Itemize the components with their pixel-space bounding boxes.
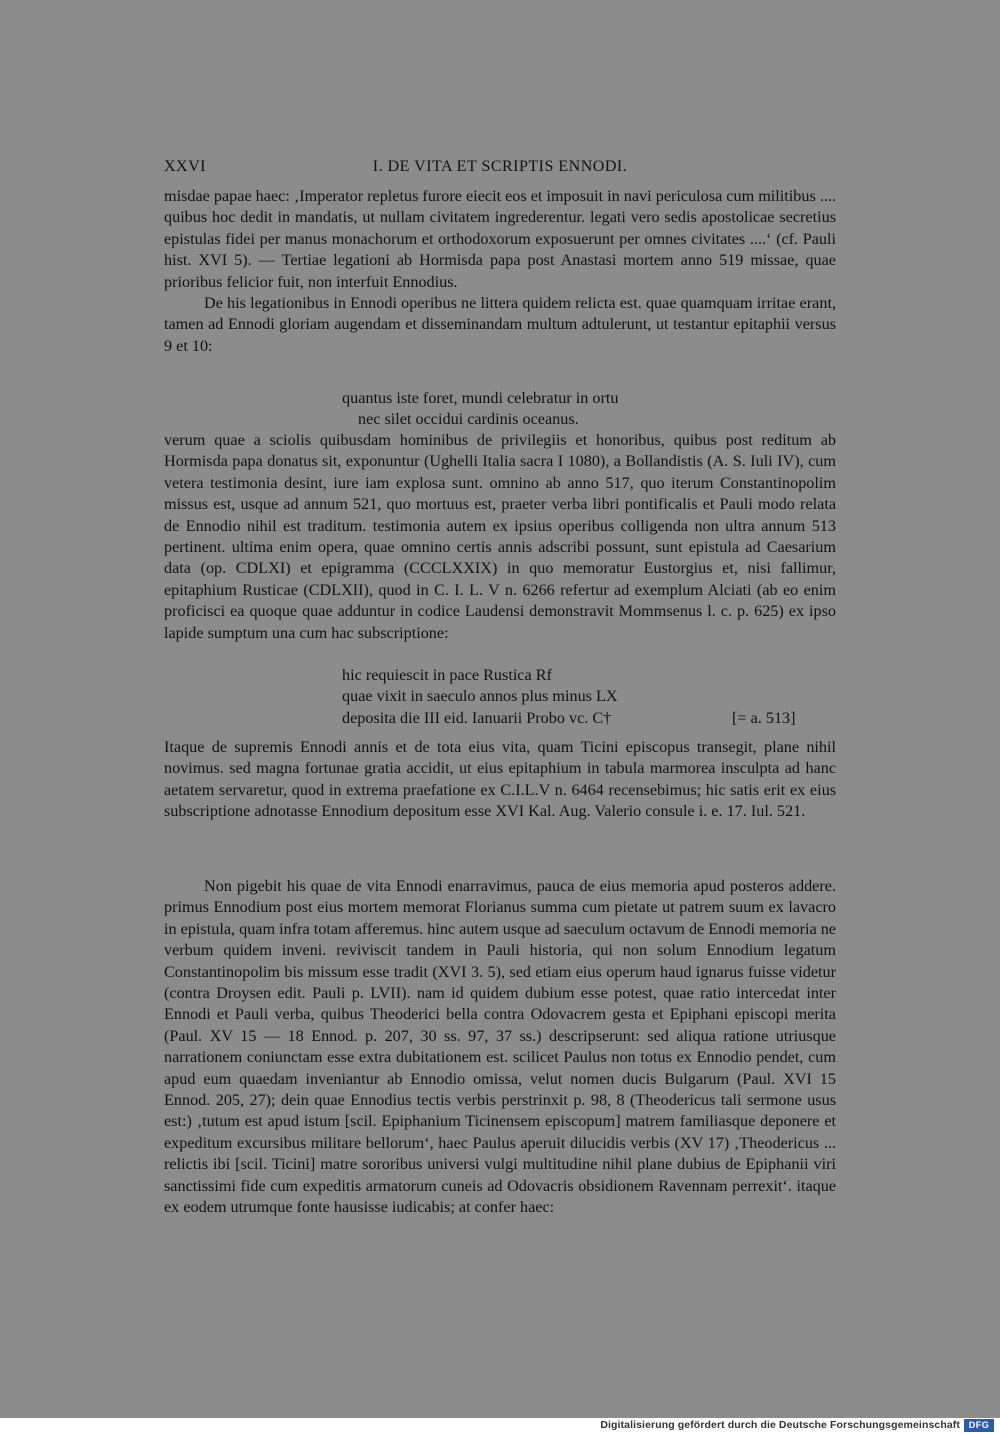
verse-line: quantus iste foret, mundi celebratur in ortu <box>342 389 619 407</box>
inscription-line <box>342 708 812 729</box>
inscription-line: quae vixit in saeculo annos plus minus LX <box>342 687 618 706</box>
page-number: XXVI <box>164 158 206 175</box>
inscription-text: deposita die III eid. Ianuarii Probo vc. C† <box>342 708 612 727</box>
text-block-memoria <box>164 876 836 1219</box>
inscription-quote <box>342 665 812 729</box>
verse-line: nec silet occidui cardinis oceanus. <box>358 410 579 429</box>
date-note: [= a. 513] <box>732 708 796 727</box>
text-block-legations <box>164 186 836 357</box>
text-block-supremi-anni <box>164 737 836 823</box>
paragraph: verum quae a sciolis quibusdam hominibus de privilegiis et honoribus, quibus post reditum ab Hormisda papa donatus sit, exponuntur (Ughelli Italia sacra I 1080), a Bollandistis (A. S. Iuli IV), cum vetera testimonia desint, iure iam explosa sunt. omnino ab anno 517, quo iterum Constantinopolim missus est, usque ad annum 521, quo mortuus est, praeter verba libri pontificalis et Pauli modo relata de Ennodio nihil est traditum. testimonia autem ex ipsius operibus colligenda non ultra annum 513 pertinent. ultima enim opera, quae omnino certis annis adscribi possunt, sunt epistula ad Caesarium data (op. CDLXI) et epigramma (CCCLXXIX) in quo memoratur Eustorgius et, nisi fallimur, epitaphium Rusticae (CDLXII), quod in C. I. L. V n. 6266 refertur ad exemplum Alciati (ab eo enim proficisci ea quoque quae adduntur in codice Laudensi demonstravit Mommsenus l. c. p. 625) ex ipso lapide sumptum una cum hac subscriptione: <box>164 431 836 642</box>
running-header <box>164 158 836 180</box>
funding-credit: Digitalisierung gefördert durch die Deutsche Forschungsgemeinschaft <box>600 1419 960 1431</box>
footer-bar <box>0 1418 1000 1434</box>
epitaph-verse-quote <box>342 388 618 431</box>
dfg-logo-icon: DFG <box>964 1419 994 1432</box>
header-title: I. DE VITA ET SCRIPTIS ENNODI. <box>372 158 628 175</box>
paragraph: De his legationibus in Ennodi operibus ne littera quidem relicta est. quae quamquam irritae erant, tamen ad Ennodi gloriam augendam et disseminandam multum adtulerunt, ut testantur epitaphii versus 9 et 10: <box>164 294 836 355</box>
paragraph: misdae papae haec: ‚Imperator repletus furore eiecit eos et imposuit in navi periculosa cum militibus .... quibus hoc dedit in mandatis, ut nullam civitatem ingrederentur. legati vero sedis apostolicae secretius epistulas fidei per manus monachorum et orthodoxorum exposuerunt per omnes civitates ....‘ (cf. Pauli hist. XVI 5). — Tertiae legationi ab Hormisda papa post Anastasi mortem anno 519 missae, quae prioribus felicior fuit, non interfuit Ennodius. <box>164 187 837 291</box>
text-block-testimonia <box>164 430 836 644</box>
paragraph: Itaque de supremis Ennodi annis et de tota eius vita, quam Ticini episcopus transegit, plane nihil novimus. sed magna fortunae gratia accidit, ut eius epitaphium in tabula marmorea insculpta ad hanc aetatem servaretur, quod in extrema praefatione ex C.I.L.V n. 6464 recensebimus; hic satis erit ex eius subscriptione adnotasse Ennodium depositum esse XVI Kal. Aug. Valerio consule i. e. 17. Iul. 521. <box>164 738 836 821</box>
paragraph: Non pigebit his quae de vita Ennodi enarravimus, pauca de eius memoria apud posteros addere. primus Ennodium post eius mortem memorat Florianus summa cum pietate ut patrem suum ex lavacro in epistula, quam infra totam afferemus. hinc autem usque ad saeculum octavum de Ennodi memoria ne verbum quidem inveni. reviviscit tandem in Pauli historia, qui non solum Ennodium legatum Constantinopolim bis missum esse tradit (XVI 3. 5), sed etiam eius operum haud ignarus fuisse videtur (contra Droysen edit. Pauli p. LVII). nam id quidem dubium esse potest, quae ratio intercedat inter Ennodi et Pauli verba, quibus Theoderici bella contra Odovacrem gesta et Epiphani episcopi merita (Paul. XV 15 — 18 Ennod. p. 207, 30 ss. 97, 37 ss.) descripserunt: sed aliqua ratione utriusque narrationem coniunctam esse extra dubitationem est. scilicet Paulus non totus ex Ennodio pendet, cum apud eum quaedam inveniantur ab Ennodio omissa, velut nomen ducis Bulgarum (Paul. XVI 15 Ennod. 205, 27); dein quae Ennodius tectis verbis perstrinxit p. 98, 8 (Theodericus tali sermone usus est:) ‚tutum est apud istum [scil. Epiphanium Ticinensem episcopum] matrem familiasque deponere et expeditum excursibus militare bellorum‘, haec Paulus aperuit dilucidis verbis (XV 17) ‚Theodericus ... relictis ibi [scil. Ticini] matre sororibus universi vulgi multitudine nihil plane dubius de Epiphanii viri sanctissimi fide cum expeditis armatorum cuneis ad Odovacris obsidionem Ravennam perrexit‘. itaque ex eodem utrumque fonte hausisse iudicabis; at confer haec: <box>164 877 836 1217</box>
inscription-line: hic requiescit in pace Rustica Rf <box>342 666 552 684</box>
